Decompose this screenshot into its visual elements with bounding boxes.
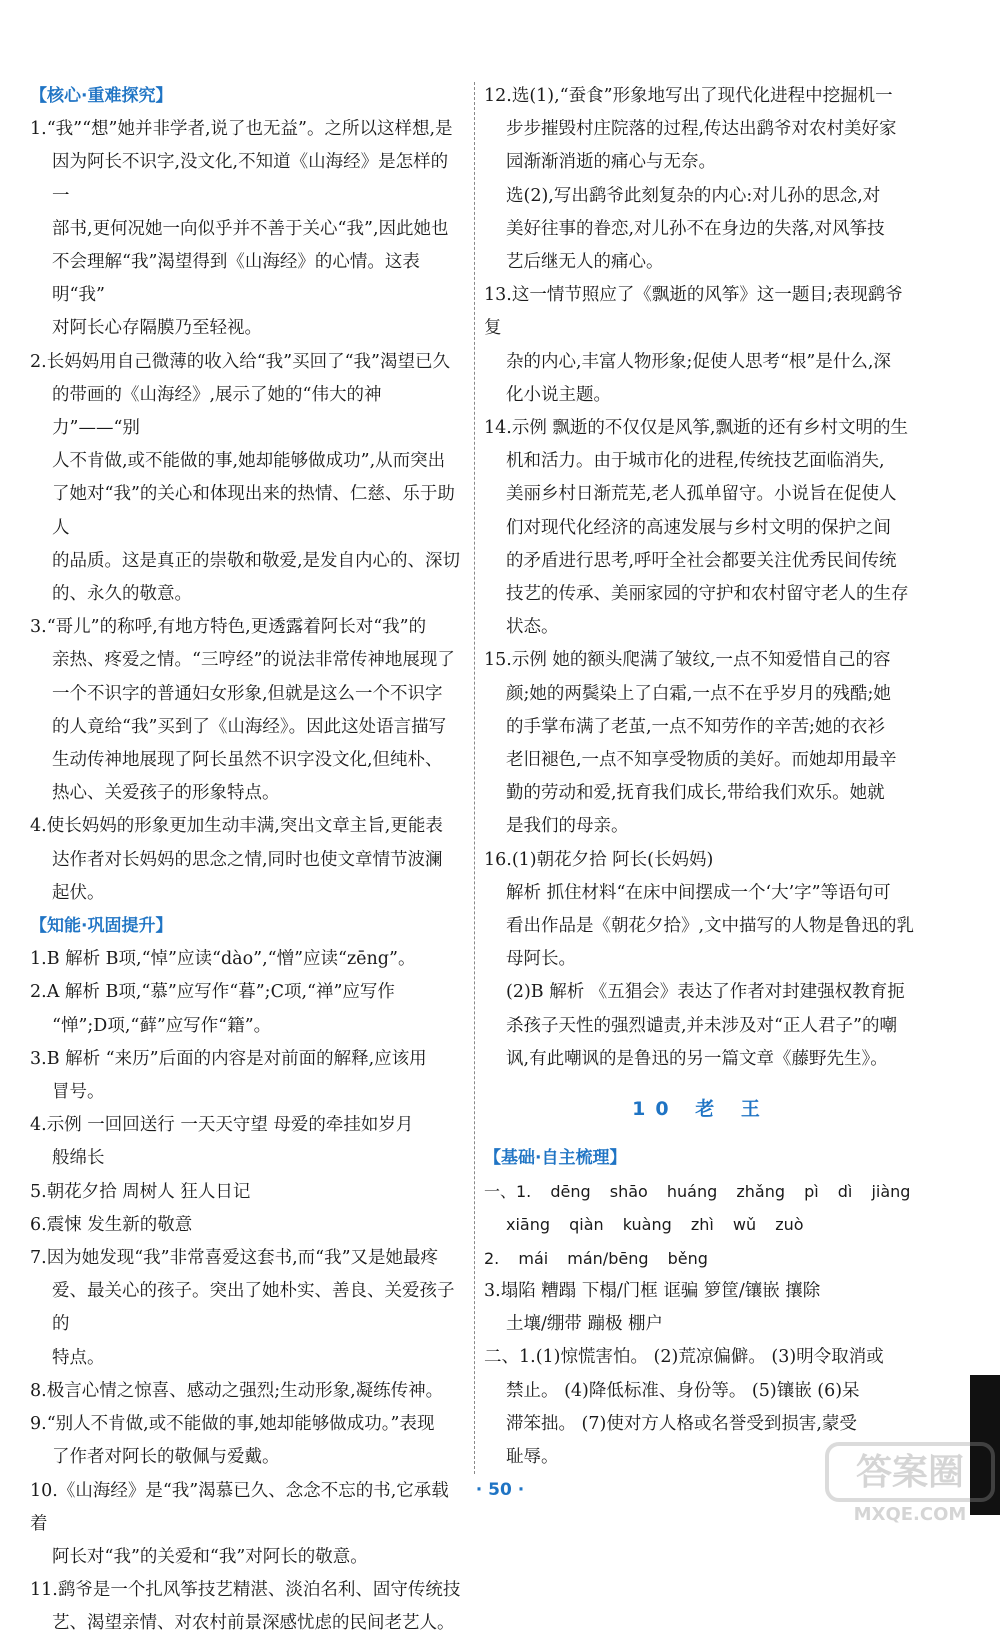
text-line: 了她对“我”的关心和体现出来的热情、仁慈、乐于助人: [52, 484, 455, 538]
text-line: 机和活力。由于城市化的进程,传统技艺面临消失,: [506, 451, 885, 472]
text-line: 4.使长妈妈的形象更加生动丰满,突出文章主旨,更能表: [30, 816, 443, 837]
quiz-answer-7: [30, 1242, 465, 1375]
text-line: 达作者对长妈妈的思念之情,同时也使文章情节波澜: [52, 849, 443, 870]
text-line: 9.“别人不肯做,或不能做的事,她却能够做成功。”表现: [30, 1414, 435, 1435]
quiz-answer-14: [484, 412, 918, 644]
quiz-answer-13: [484, 279, 918, 412]
left-column: [30, 80, 465, 1641]
text-line: 对阿长心存隔膜乃至轻视。: [52, 318, 262, 339]
text-line: 3.“哥儿”的称呼,有地方特色,更透露着阿长对“我”的: [30, 617, 427, 638]
text-line: 3.B 解析 “来历”后面的内容是对前面的解释,应该用: [30, 1048, 427, 1069]
answer-4: [30, 810, 465, 910]
text-line: 13.这一情节照应了《飘逝的风筝》这一题目;表现鹞爷复: [484, 285, 903, 339]
text-line: 杀孩子天性的强烈谴责,并未涉及对“正人君子”的嘲: [506, 1015, 897, 1036]
text-line: 步步摧毁村庄院落的过程,传达出鹞爷对农村美好家: [506, 119, 897, 140]
text-line: 的带画的《山海经》,展示了她的“伟大的神力”——“别: [52, 384, 382, 439]
section-title-core: 【核心·重难探究】: [30, 86, 173, 106]
text-line: 二、1.(1)惊慌害怕。 (2)荒凉偏僻。 (3)明令取消或: [484, 1347, 884, 1368]
quiz-answer-12: [484, 80, 918, 279]
text-line: 了作者对阿长的敬佩与爱戴。: [52, 1447, 280, 1468]
text-line: 禁止。 (4)降低标准、身份等。 (5)镶嵌 (6)呆: [506, 1380, 860, 1401]
lesson-title: 10 老 王: [632, 1098, 770, 1121]
text-line: 看出作品是《朝花夕拾》,文中描写的人物是鲁迅的乳: [506, 916, 915, 937]
text-line: 的品质。这是真正的崇敬和敬爱,是发自内心的、深切: [52, 550, 461, 571]
right-column: [484, 80, 918, 1474]
text-line: 勤的劳动和爱,抚育我们成长,带给我们欢乐。她就: [506, 783, 885, 804]
text-line: 的、永久的敬意。: [52, 584, 192, 605]
text-line: 母阿长。: [506, 949, 576, 970]
quiz-answer-8: 8.极言心情之惊喜、感动之强烈;生动形象,凝练传神。: [30, 1380, 444, 1401]
answer-2: [30, 346, 465, 612]
text-line: 滞笨拙。 (7)使对方人格或名誉受到损害,蒙受: [506, 1413, 857, 1434]
quiz-answer-16: [484, 844, 918, 1076]
text-line: 艺、渴望亲情、对农村前景深感忧虑的民间老艺人。: [52, 1613, 455, 1634]
text-line: 阿长对“我”的关爱和“我”对阿长的敬意。: [52, 1546, 368, 1567]
text-line: 们对现代化经济的高速发展与乡村文明的保护之间: [506, 517, 891, 538]
text-line: 化小说主题。: [506, 384, 611, 405]
text-line: 的手掌布满了老茧,一点不知劳作的辛苦;她的衣衫: [506, 716, 885, 737]
text-line: 老旧褪色,一点不知享受物质的美好。而她却用最辛: [506, 750, 897, 771]
text-line: 般绵长: [52, 1148, 105, 1169]
text-line: 16.(1)朝花夕拾 阿长(长妈妈): [484, 849, 714, 870]
text-line: 园渐渐消逝的痛心与无奈。: [506, 152, 716, 173]
text-line: 选(2),写出鹞爷此刻复杂的内心:对儿孙的思念,对: [506, 185, 881, 206]
watermark-logo: [825, 1440, 995, 1525]
text-line: 是我们的母亲。: [506, 816, 629, 837]
pinyin-line-3: 2. mái mán/bēng běng: [484, 1248, 708, 1268]
text-line: 2.A 解析 B项,“慕”应写作“暮”;C项,“禅”应写作: [30, 982, 395, 1003]
text-line: 亲热、疼爱之情。“三哼经”的说法非常传神地展现了: [52, 650, 455, 671]
text-line: 人不肯做,或不能做的事,她却能够做成功”,从而突出: [52, 451, 446, 472]
text-line: 耻辱。: [506, 1446, 559, 1467]
words-line-2: 土壤/绷带 蹦极 棚户: [506, 1314, 664, 1335]
answer-3: [30, 611, 465, 810]
text-line: 讽,有此嘲讽的是鲁迅的另一篇文章《藤野先生》。: [506, 1048, 888, 1069]
quiz-answer-2: [30, 976, 465, 1042]
text-line: 的矛盾进行思考,呼吁全社会都要关注优秀民间传统: [506, 550, 897, 571]
text-line: 特点。: [52, 1347, 105, 1368]
text-line: 15.示例 她的额头爬满了皱纹,一点不知爱惜自己的容: [484, 650, 891, 671]
text-line: 7.因为她发现“我”非常喜爱这套书,而“我”又是她最疼: [30, 1248, 439, 1269]
text-line: 12.选(1),“蚕食”形象地写出了现代化进程中挖掘机一: [484, 86, 893, 106]
text-line: 热心、关爱孩子的形象特点。: [52, 783, 280, 804]
text-line: “惮”;D项,“藓”应写作“籍”。: [52, 1015, 272, 1036]
quiz-answer-9: [30, 1408, 465, 1474]
text-line: 状态。: [506, 617, 559, 638]
pinyin-line-2: xiāng qiàn kuàng zhì wǔ zuò: [506, 1215, 804, 1235]
column-divider: [474, 82, 475, 1474]
text-line: 技艺的传承、美丽家园的守护和农村留守老人的生存: [506, 584, 909, 605]
text-line: 11.鹞爷是一个扎风筝技艺精湛、淡泊名利、固守传统技: [30, 1580, 461, 1601]
answer-1: [30, 113, 465, 345]
text-line: 艺后继无人的痛心。: [506, 252, 664, 273]
pinyin-line-1: 一、1. dēng shāo huáng zhǎng pì dì jiàng: [484, 1182, 911, 1202]
text-line: (2)B 解析 《五猖会》表达了作者对封建强权教育扼: [506, 982, 905, 1003]
text-line: 2.长妈妈用自己微薄的收入给“我”买回了“我”渴望已久: [30, 351, 450, 372]
text-line: 冒号。: [52, 1082, 105, 1103]
section-title-basics: 【基础·自主梳理】: [484, 1148, 627, 1169]
section-title-knowledge: 【知能·巩固提升】: [30, 916, 173, 937]
text-line: 生动传神地展现了阿长虽然不识字没文化,但纯朴、: [52, 750, 443, 771]
watermark-sub: MXQE.COM: [853, 1504, 967, 1525]
text-line: 美好往事的眷恋,对儿孙不在身边的失落,对风筝技: [506, 218, 885, 239]
text-line: 因为阿长不识字,没文化,不知道《山海经》是怎样的一: [52, 152, 449, 206]
text-line: 10.《山海经》是“我”渴慕已久、念念不忘的书,它承载着: [30, 1480, 449, 1534]
quiz-answer-5: 5.朝花夕拾 周树人 狂人日记: [30, 1181, 251, 1202]
text-line: 爱、最关心的孩子。突出了她朴实、善良、关爱孩子的: [52, 1281, 455, 1335]
text-line: 解析 抓住材料“在床中间摆成一个‘大’字”等语句可: [506, 882, 891, 903]
text-line: 杂的内心,丰富人物形象;促使人思考“根”是什么,深: [506, 351, 891, 372]
text-line: 起伏。: [52, 882, 105, 903]
text-line: 美丽乡村日渐荒芜,老人孤单留守。小说旨在促使人: [506, 484, 897, 505]
text-line: 的人竟给“我”买到了《山海经》。因此这处语言描写: [52, 716, 447, 737]
text-line: 14.示例 飘逝的不仅仅是风筝,飘逝的还有乡村文明的生: [484, 418, 908, 439]
text-line: 4.示例 一回回送行 一天天守望 母爱的牵挂如岁月: [30, 1115, 414, 1136]
text-line: 部书,更何况她一向似乎并不善于关心“我”,因此她也: [52, 218, 449, 239]
quiz-answer-3: [30, 1043, 465, 1109]
text-line: 不会理解“我”渴望得到《山海经》的心情。这表明“我”: [52, 252, 420, 306]
text-line: 颜;她的两鬓染上了白霜,一点不在乎岁月的残酷;她: [506, 683, 891, 704]
quiz-answer-6: 6.震悚 发生新的敬意: [30, 1214, 193, 1235]
text-line: 1.“我”“想”她并非学者,说了也无益”。之所以这样想,是: [30, 119, 453, 140]
quiz-answer-11: [30, 1574, 465, 1640]
page-number: · 50 ·: [475, 1480, 525, 1500]
quiz-answer-15: [484, 644, 918, 843]
text-line: 一个不识字的普通妇女形象,但就是这么一个不识字: [52, 683, 443, 704]
watermark-text: 答案圈: [855, 1452, 965, 1493]
quiz-answer-4: [30, 1109, 465, 1175]
words-line-1: 3.塌陷 糟蹋 下榻/门框 诓骗 箩筐/镶嵌 攘除: [484, 1280, 821, 1301]
quiz-answer-1: 1.B 解析 B项,“悼”应读“dào”,“憎”应读“zēng”。: [30, 949, 416, 970]
